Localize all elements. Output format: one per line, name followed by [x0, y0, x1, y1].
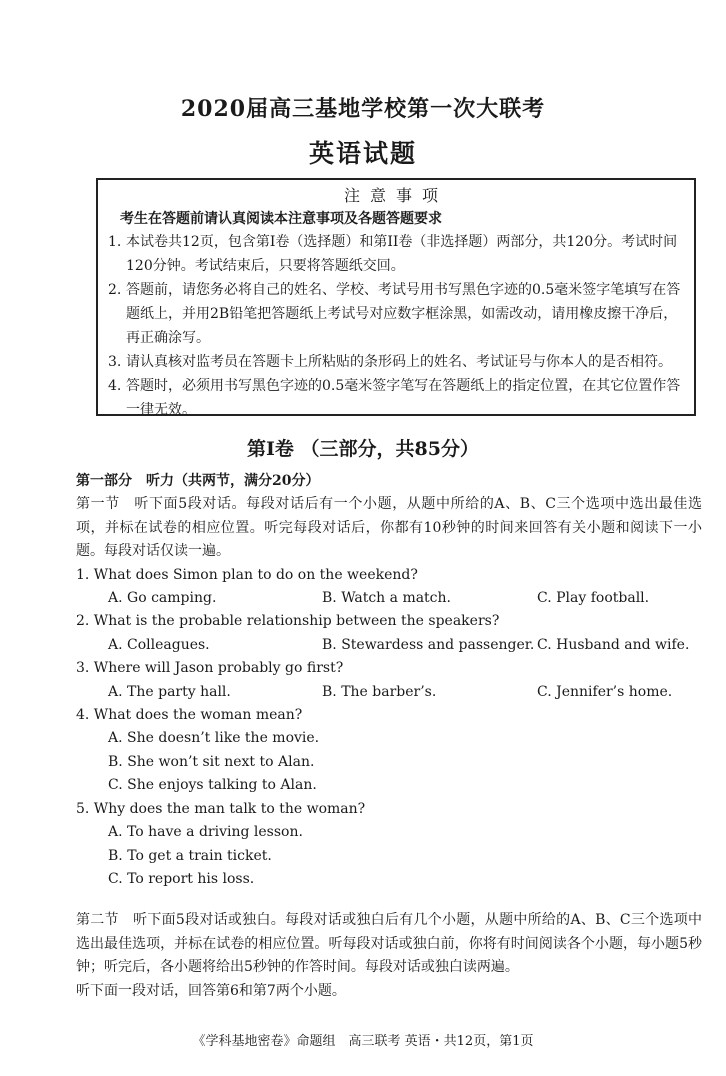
section-title: 第I卷 （三部分，共85分）: [247, 438, 479, 460]
option-b: B. She won’t sit next to Alan.: [108, 753, 315, 770]
notice-item-text: 答题前，请您务必将自己的姓名、学校、考试号用书写黑色字迹的0.5毫米签字笔填写在答题纸上，并用2B铅笔把答题纸上考试号对应数字框涂黑，如需改动，请用橡皮擦干净后，再正确涂写。: [126, 282, 681, 346]
question-1: [76, 564, 702, 611]
question-options: [76, 587, 702, 610]
question-stem: 2. What is the probable relationship between the speakers?: [76, 613, 500, 630]
notice-item-text: 本试卷共12页，包含第I卷（选择题）和第II卷（非选择题）两部分，共120分。考试时间120分钟。考试结束后，只要将答题纸交回。: [126, 234, 678, 274]
spacer: [76, 891, 702, 909]
part-heading: 第一部分 听力（共两节，满分20分）: [76, 473, 320, 489]
exam-title: 2020届高三基地学校第一次大联考: [180, 96, 546, 122]
option-b: B. Stewardess and passenger.: [322, 636, 535, 653]
notice-intro: 考生在答题前请认真阅读本注意事项及各题答题要求: [120, 211, 442, 227]
section-instructions: 第二节 听下面5段对话或独白。每段对话或独白后有几个小题，从题中所给的A、B、C三个选项中选出最佳选项，并标在试卷的相应位置。听每段对话或独白前，你将有时间阅读各个小题，每小题5秒钟；听完后，各小题将给出5秒钟的作答时间。每段对话或独白读两遍。: [76, 912, 702, 976]
option-c: C. To report his loss.: [108, 870, 255, 887]
option-b: B. To get a train ticket.: [108, 847, 272, 864]
option-c: C. Play football.: [537, 590, 650, 607]
option-c: C. She enjoys talking to Alan.: [108, 777, 317, 794]
notice-item-number: 1.: [108, 234, 122, 250]
notice-item: [98, 350, 694, 374]
question-options: [76, 681, 702, 704]
question-stem: 1. What does Simon plan to do on the weekend?: [76, 566, 418, 583]
option-a: A. The party hall.: [108, 683, 231, 700]
option-b: B. The barber’s.: [322, 683, 437, 700]
exam-content: [76, 470, 702, 1003]
question-stem: 5. Why does the man talk to the woman?: [76, 800, 366, 817]
notice-box: [96, 178, 696, 416]
page-footer: 《学科基地密卷》命题组 高三联考 英语・共12页，第1页: [192, 1034, 534, 1049]
notice-item-number: 3.: [108, 354, 122, 370]
question-5: [76, 798, 702, 892]
notice-title: 注意事项: [343, 186, 448, 205]
option-c: C. Husband and wife.: [537, 636, 690, 653]
section-instructions: 第一节 听下面5段对话。每段对话后有一个小题，从题中所给的A、B、C三个选项中选出最佳选项，并标在试卷的相应位置。听完每段对话后，你都有10秒钟的时间来回答有关小题和阅读下一小题。每段对话仅读一遍。: [76, 496, 702, 560]
exam-subject: 英语试题: [308, 139, 417, 168]
notice-item-text: 请认真核对监考员在答题卡上所粘贴的条形码上的姓名、考试证号与你本人的是否相符。: [126, 354, 672, 370]
option-c: C. Jennifer’s home.: [537, 683, 673, 700]
option-a: A. To have a driving lesson.: [108, 824, 303, 841]
listening-instruction: 听下面一段对话，回答第6和第7两个小题。: [76, 982, 346, 999]
question-3: [76, 657, 702, 704]
notice-item-number: 2.: [108, 282, 122, 298]
option-b: B. Watch a match.: [322, 590, 451, 607]
option-a: A. Go camping.: [108, 590, 217, 607]
option-a: A. She doesn’t like the movie.: [108, 730, 320, 747]
notice-item-number: 4.: [108, 378, 122, 394]
notice-item: [98, 278, 694, 350]
question-4: [76, 704, 702, 798]
notice-item: [98, 230, 694, 278]
notice-item: [98, 374, 694, 422]
question-stem: 3. Where will Jason probably go first?: [76, 660, 344, 677]
question-options: [76, 634, 702, 657]
question-stem: 4. What does the woman mean?: [76, 707, 303, 724]
option-a: A. Colleagues.: [108, 636, 210, 653]
notice-item-text: 答题时，必须用书写黑色字迹的0.5毫米签字笔写在答题纸上的指定位置，在其它位置作答一律无效。: [126, 378, 681, 418]
question-2: [76, 610, 702, 657]
